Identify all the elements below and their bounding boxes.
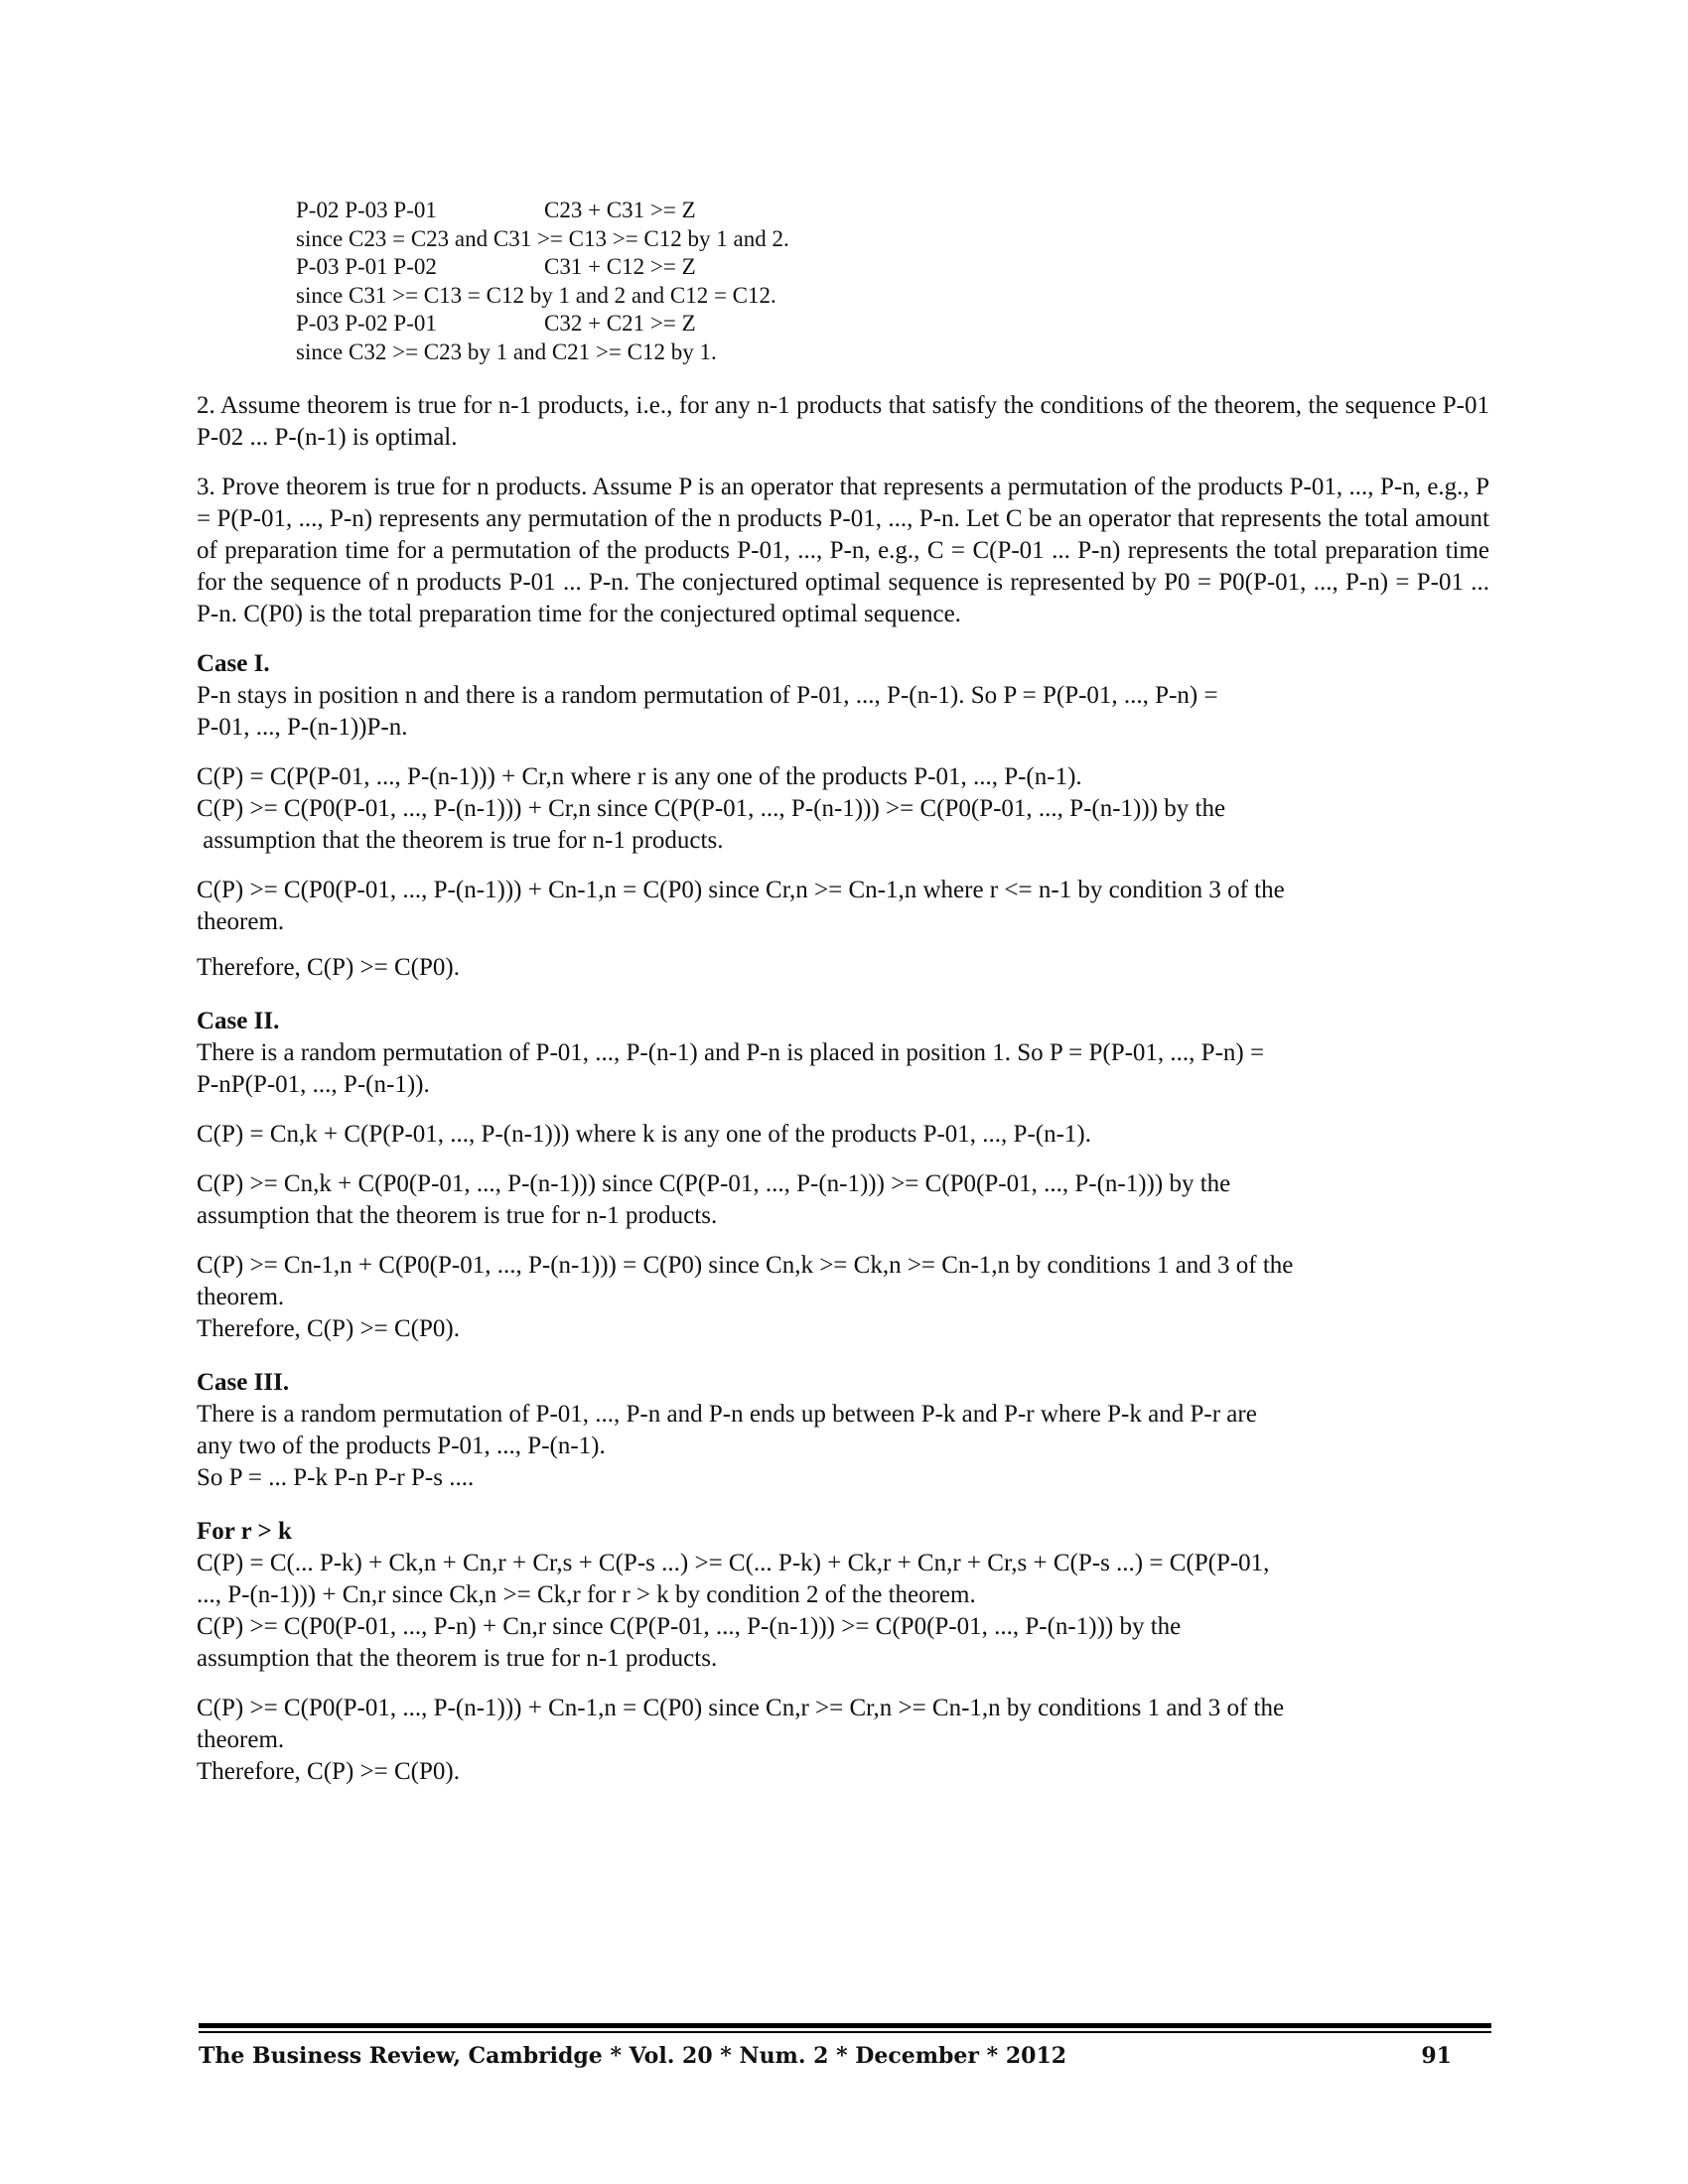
case-2-heading: Case II. [197,1008,280,1034]
journal-citation: The Business Review, Cambridge * Vol. 20 * Num. 2 * December * 2012 [199,2043,1067,2069]
sequence-line: P-03 P-01 P-02 C31 + C12 >= Z [296,254,696,280]
page-number: 91 [1421,2043,1452,2069]
step-2-paragraph: 2. Assume theorem is true for n-1 products, i.e., for any n-1 products that satisfy the conditions of the theorem, the sequence P-01 P-02 ... P-(n-1) is optimal. [197,392,1489,451]
case-1-para-2: C(P) = C(P(P-01, ..., P-(n-1))) + Cr,n where r is any one of the products P-01, ..., P-(n-1). C(P) >= C(P0(P-01, ..., P-(n-1))) + Cr,n since C(P(P-01, ..., P-(n-1))) >= C(P0(P-01, ..., P-(n-1))) by the assumption that the theorem is true for n-1 products. [197,763,1226,854]
footer-rule-thick [199,2023,1491,2028]
justification-line: since C23 = C23 and C31 >= C13 >= C12 by 1 and 2. [296,225,789,251]
subcase-para-1: C(P) = C(... P-k) + Ck,n + Cn,r + Cr,s + C(P-s ...) >= C(... P-k) + Ck,r + Cn,r + Cr,s + C(P-s ...) = C(P(P-01, ..., P-(n-1))) + Cn,r since Ck,n >= Ck,r for r > k by condition 2 of the theorem. C(P) >= C(P0(P-01, ..., P-n) + Cn,r since C(P(P-01, ..., P-(n-1))) >= C(P0(P-01, ..., P-(n-1))) by the assumption that the theorem is true for n-1 products. [197,1550,1270,1672]
justification-line: since C32 >= C23 by 1 and C21 >= C12 by 1. [296,339,717,364]
case-3-heading: Case III. [197,1369,290,1396]
subcase-para-2: C(P) >= C(P0(P-01, ..., P-(n-1))) + Cn-1,n = C(P0) since Cn,r >= Cr,n >= Cn-1,n by conditions 1 and 3 of the theorem. Therefore, C(P) >= C(P0). [197,1695,1285,1785]
case-2-para-2: C(P) = Cn,k + C(P(P-01, ..., P-(n-1))) where k is any one of the products P-01, ..., P-(n-1). [197,1121,1092,1148]
subcase-r-greater-k-heading: For r > k [197,1518,292,1545]
step-3-paragraph: 3. Prove theorem is true for n products. Assume P is an operator that represents a permutation of the products P-01, ..., P-n, e.g., P = P(P-01, ..., P-n) represents any permutation of the n products P-01, ..., P-n. Let C be an operator that represents the total amount of preparation time for a permutation of the products P-01, ..., P-n, e.g., C = C(P-01 ... P-n) represents the total preparation time for the sequence of n products P-01 ... P-n. The conjectured optimal sequence is represented by P0 = P0(P-01, ..., P-n) = P-01 ... P-n. C(P0) is the total preparation time for the conjectured optimal sequence. [197,474,1489,627]
page-footer [199,2043,1452,2069]
case-2-para-3: C(P) >= Cn,k + C(P0(P-01, ..., P-(n-1))) since C(P(P-01, ..., P-(n-1))) >= C(P0(P-01, ..., P-(n-1))) by the assumption that the theorem is true for n-1 products. [197,1170,1231,1229]
sequence-line: P-02 P-03 P-01 C23 + C31 >= Z [296,198,696,222]
case-1-heading: Case I. [197,650,270,677]
proof-body [197,390,1489,1788]
case-1-conclusion: Therefore, C(P) >= C(P0). [197,954,460,981]
case-1-para-3: C(P) >= C(P0(P-01, ..., P-(n-1))) + Cn-1,n = C(P0) since Cr,n >= Cn-1,n where r <= n-1 by condition 3 of the theorem. [197,877,1285,935]
proof-base-case-lines [296,197,1150,367]
footer-rule-thin [199,2031,1491,2033]
sequence-line: P-03 P-02 P-01 C32 + C21 >= Z [296,311,696,337]
case-2-para-4: C(P) >= Cn-1,n + C(P0(P-01, ..., P-(n-1))) = C(P0) since Cn,k >= Ck,n >= Cn-1,n by conditions 1 and 3 of the theorem. Therefore, C(P) >= C(P0). [197,1252,1294,1342]
case-2-para-1: There is a random permutation of P-01, ..., P-(n-1) and P-n is placed in position 1. So P = P(P-01, ..., P-n) = P-nP(P-01, ..., P-(n-1)). [197,1039,1265,1098]
justification-line: since C31 >= C13 = C12 by 1 and 2 and C12 = C12. [296,282,776,308]
case-3-para-1: There is a random permutation of P-01, ..., P-n and P-n ends up between P-k and P-r where P-k and P-r are any two of the products P-01, ..., P-(n-1). So P = ... P-k P-n P-r P-s .... [197,1401,1257,1491]
case-1-para-1: P-n stays in position n and there is a random permutation of P-01, ..., P-(n-1). So P = P(P-01, ..., P-n) = P-01, ..., P-(n-1))P-n. [197,682,1218,741]
